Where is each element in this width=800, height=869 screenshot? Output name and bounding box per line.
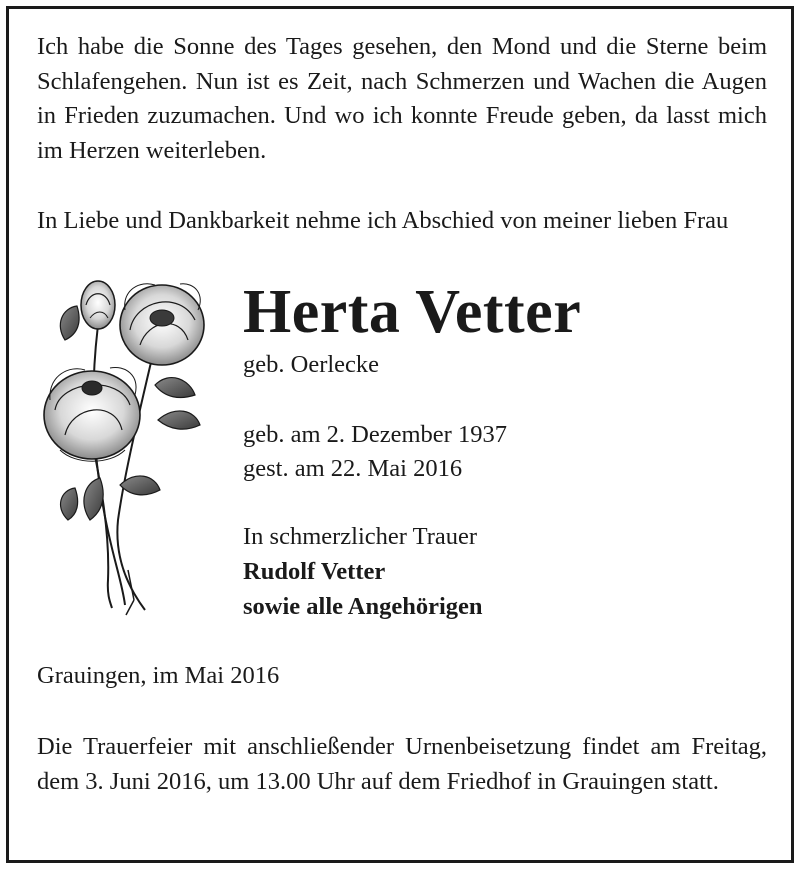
rose-bouquet-icon xyxy=(30,270,225,620)
relatives-line: sowie alle Angehörigen xyxy=(243,593,483,620)
death-date: gest. am 22. Mai 2016 xyxy=(243,455,463,482)
intro-poem: Ich habe die Sonne des Tages gesehen, den Mond und die Sterne beim Schlafengehen. Nun ist es Zeit, nach Schmerzen und Wachen die Augen in Frieden zuzumachen. Und wo ich konnte Freude geben, da lasst mich im Herzen weiterleben. xyxy=(37,33,767,164)
ceremony-info: Die Trauerfeier mit anschließender Urnenbeisetzung findet am Freitag, dem 3. Juni 2016, um 13.00 Uhr auf dem Friedhof in Grauingen statt. xyxy=(37,733,767,795)
birth-date: geb. am 2. Dezember 1937 xyxy=(243,421,507,448)
place-date: Grauingen, im Mai 2016 xyxy=(37,662,280,689)
maiden-name: geb. Oerlecke xyxy=(243,351,380,378)
mourning-line: In schmerzlicher Trauer xyxy=(243,523,478,550)
mourner-name: Rudolf Vetter xyxy=(243,558,386,585)
deceased-name: Herta Vetter xyxy=(243,278,582,346)
farewell-text: In Liebe und Dankbarkeit nehme ich Abschied von meiner lieben Frau xyxy=(37,207,729,234)
